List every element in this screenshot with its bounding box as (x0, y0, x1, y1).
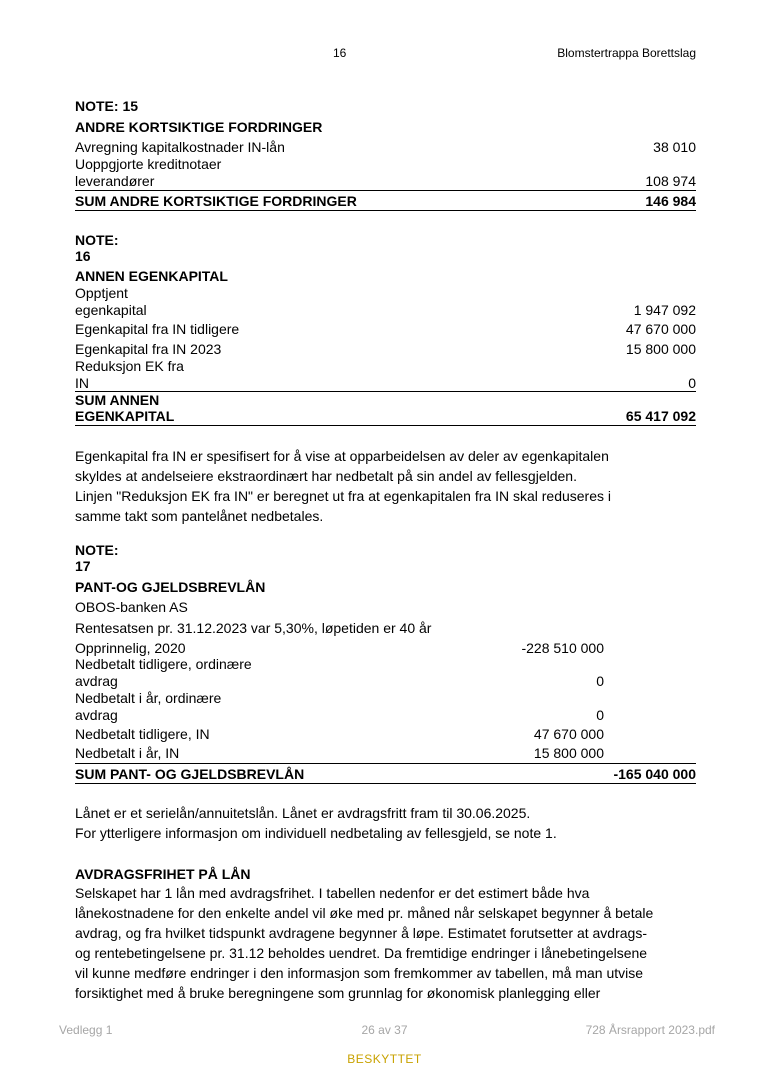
note-16-paragraph-line: Egenkapital fra IN er spesifisert for å vise at opparbeidelsen av deler av egenkapitalen (75, 448, 609, 464)
note-17-paragraph-line: For ytterligere informasjon om individuell nedbetaling av fellesgjeld, se note 1. (75, 825, 557, 841)
note-17-row-label: Nedbetalt i år, IN (75, 745, 180, 761)
note-17-row-label: avdrag (75, 673, 118, 689)
footer-page: 26 av 37 (361, 1023, 408, 1037)
note-17-row-label: Opprinnelig, 2020 (75, 640, 186, 656)
note-17-row-value: 0 (596, 673, 604, 689)
note-17-sum-label: SUM PANT- OG GJELDSBREVLÅN (75, 766, 305, 782)
note-17-row-value: 47 670 000 (533, 726, 604, 742)
note-16-row-label: Egenkapital fra IN tidligere (75, 321, 240, 337)
avdrag-paragraph-line: forsiktighet med å bruke beregningene som grunnlag for økonomisk planlegging eller (75, 985, 601, 1001)
note-17-row-label: avdrag (75, 707, 118, 723)
note-17-row-value: -228 510 000 (521, 640, 604, 656)
note-15-row-value: 108 974 (645, 173, 696, 189)
note-16-row-value: 0 (688, 375, 696, 391)
note-15-row-label: Uoppgjorte kreditnotaer (75, 156, 222, 172)
note-15-row-label: leverandører (75, 173, 155, 189)
note-17-row-label: Nedbetalt tidligere, IN (75, 726, 210, 742)
note-15-title: ANDRE KORTSIKTIGE FORDRINGER (75, 119, 323, 135)
note-17-row-label: Nedbetalt tidligere, ordinære (75, 656, 252, 672)
note-15-row-value: 38 010 (653, 139, 696, 155)
divider (75, 783, 696, 784)
divider (75, 190, 696, 191)
page-number: 16 (333, 46, 347, 60)
note-17-title: PANT-OG GJELDSBREVLÅN (75, 579, 266, 595)
note-17-sum-value: -165 040 000 (613, 766, 696, 782)
note-16-row-label: egenkapital (75, 302, 147, 318)
note-17-row-label: Nedbetalt i år, ordinære (75, 690, 222, 706)
avdrag-paragraph-line: avdrag, og fra hvilket tidspunkt avdragene begynner å løpe. Estimatet forutsetter at avdrags- (75, 925, 647, 941)
note-16-label: NOTE: (75, 232, 119, 248)
org-name: Blomstertrappa Borettslag (557, 46, 696, 60)
footer-file-name: 728 Årsrapport 2023.pdf (585, 1023, 715, 1037)
note-16-title: ANNEN EGENKAPITAL (75, 268, 228, 284)
divider (75, 210, 696, 211)
note-15-sum-value: 146 984 (645, 193, 696, 209)
note-16-row-label: Opptjent (75, 285, 128, 301)
divider (75, 391, 696, 392)
note-16-sum-label: SUM ANNEN (75, 392, 160, 408)
note-16-row-value: 15 800 000 (625, 341, 696, 357)
note-17-paragraph-line: Lånet er et serielån/annuitetslån. Lånet er avdragsfritt fram til 30.06.2025. (75, 805, 531, 821)
note-16-row-value: 1 947 092 (633, 302, 696, 318)
note-16-number: 16 (75, 248, 91, 264)
note-16-paragraph-line: samme takt som pantelånet nedbetales. (75, 508, 324, 524)
avdrag-paragraph-line: og rentebetingelsene pr. 31.12 beholdes uendret. Da fremtidige endringer i lånebetingelsene (75, 945, 648, 961)
avdrag-paragraph-line: Selskapet har 1 lån med avdragsfrihet. I tabellen nedenfor er det estimert både hva (75, 885, 590, 901)
note-17-number: 17 (75, 558, 91, 574)
avdrag-paragraph-line: vil kunne medføre endringer i den informasjon som fremkommer av tabellen, må man utvise (75, 965, 644, 981)
classification-stamp: BESKYTTET (347, 1052, 422, 1066)
divider (75, 425, 696, 426)
note-15-row-label: Avregning kapitalkostnader IN-lån (75, 139, 285, 155)
note-16-sum-label: EGENKAPITAL (75, 408, 175, 424)
note-16-paragraph-line: skyldes at andelseiere ekstraordinært har nedbetalt på sin andel av fellesgjelden. (75, 468, 577, 484)
note-17-row-value: 0 (596, 707, 604, 723)
note-16-row-label: IN (75, 375, 89, 391)
note-16-row-label: Reduksjon EK fra (75, 358, 184, 374)
avdrag-title: AVDRAGSFRIHET PÅ LÅN (75, 866, 251, 882)
note-17-label: NOTE: (75, 542, 119, 558)
note-16-row-label: Egenkapital fra IN 2023 (75, 341, 222, 357)
footer-left: Vedlegg 1 (59, 1023, 113, 1037)
note-16-row-value: 47 670 000 (625, 321, 696, 337)
note-15-sum-label: SUM ANDRE KORTSIKTIGE FORDRINGER (75, 193, 357, 209)
note-15-label: NOTE: 15 (75, 98, 139, 114)
note-17-row-value: 15 800 000 (533, 745, 604, 761)
note-16-sum-value: 65 417 092 (625, 408, 696, 424)
divider (75, 763, 696, 764)
note-16-paragraph-line: Linjen "Reduksjon EK fra IN" er beregnet ut fra at egenkapitalen fra IN skal reduseres i (75, 488, 612, 504)
avdrag-paragraph-line: lånekostnadene for den enkelte andel vil øke med pr. måned når selskapet begynner å betale (75, 905, 654, 921)
note-17-rate: Rentesatsen pr. 31.12.2023 var 5,30%, løpetiden er 40 år (75, 620, 432, 636)
note-17-lender: OBOS-banken AS (75, 599, 188, 615)
